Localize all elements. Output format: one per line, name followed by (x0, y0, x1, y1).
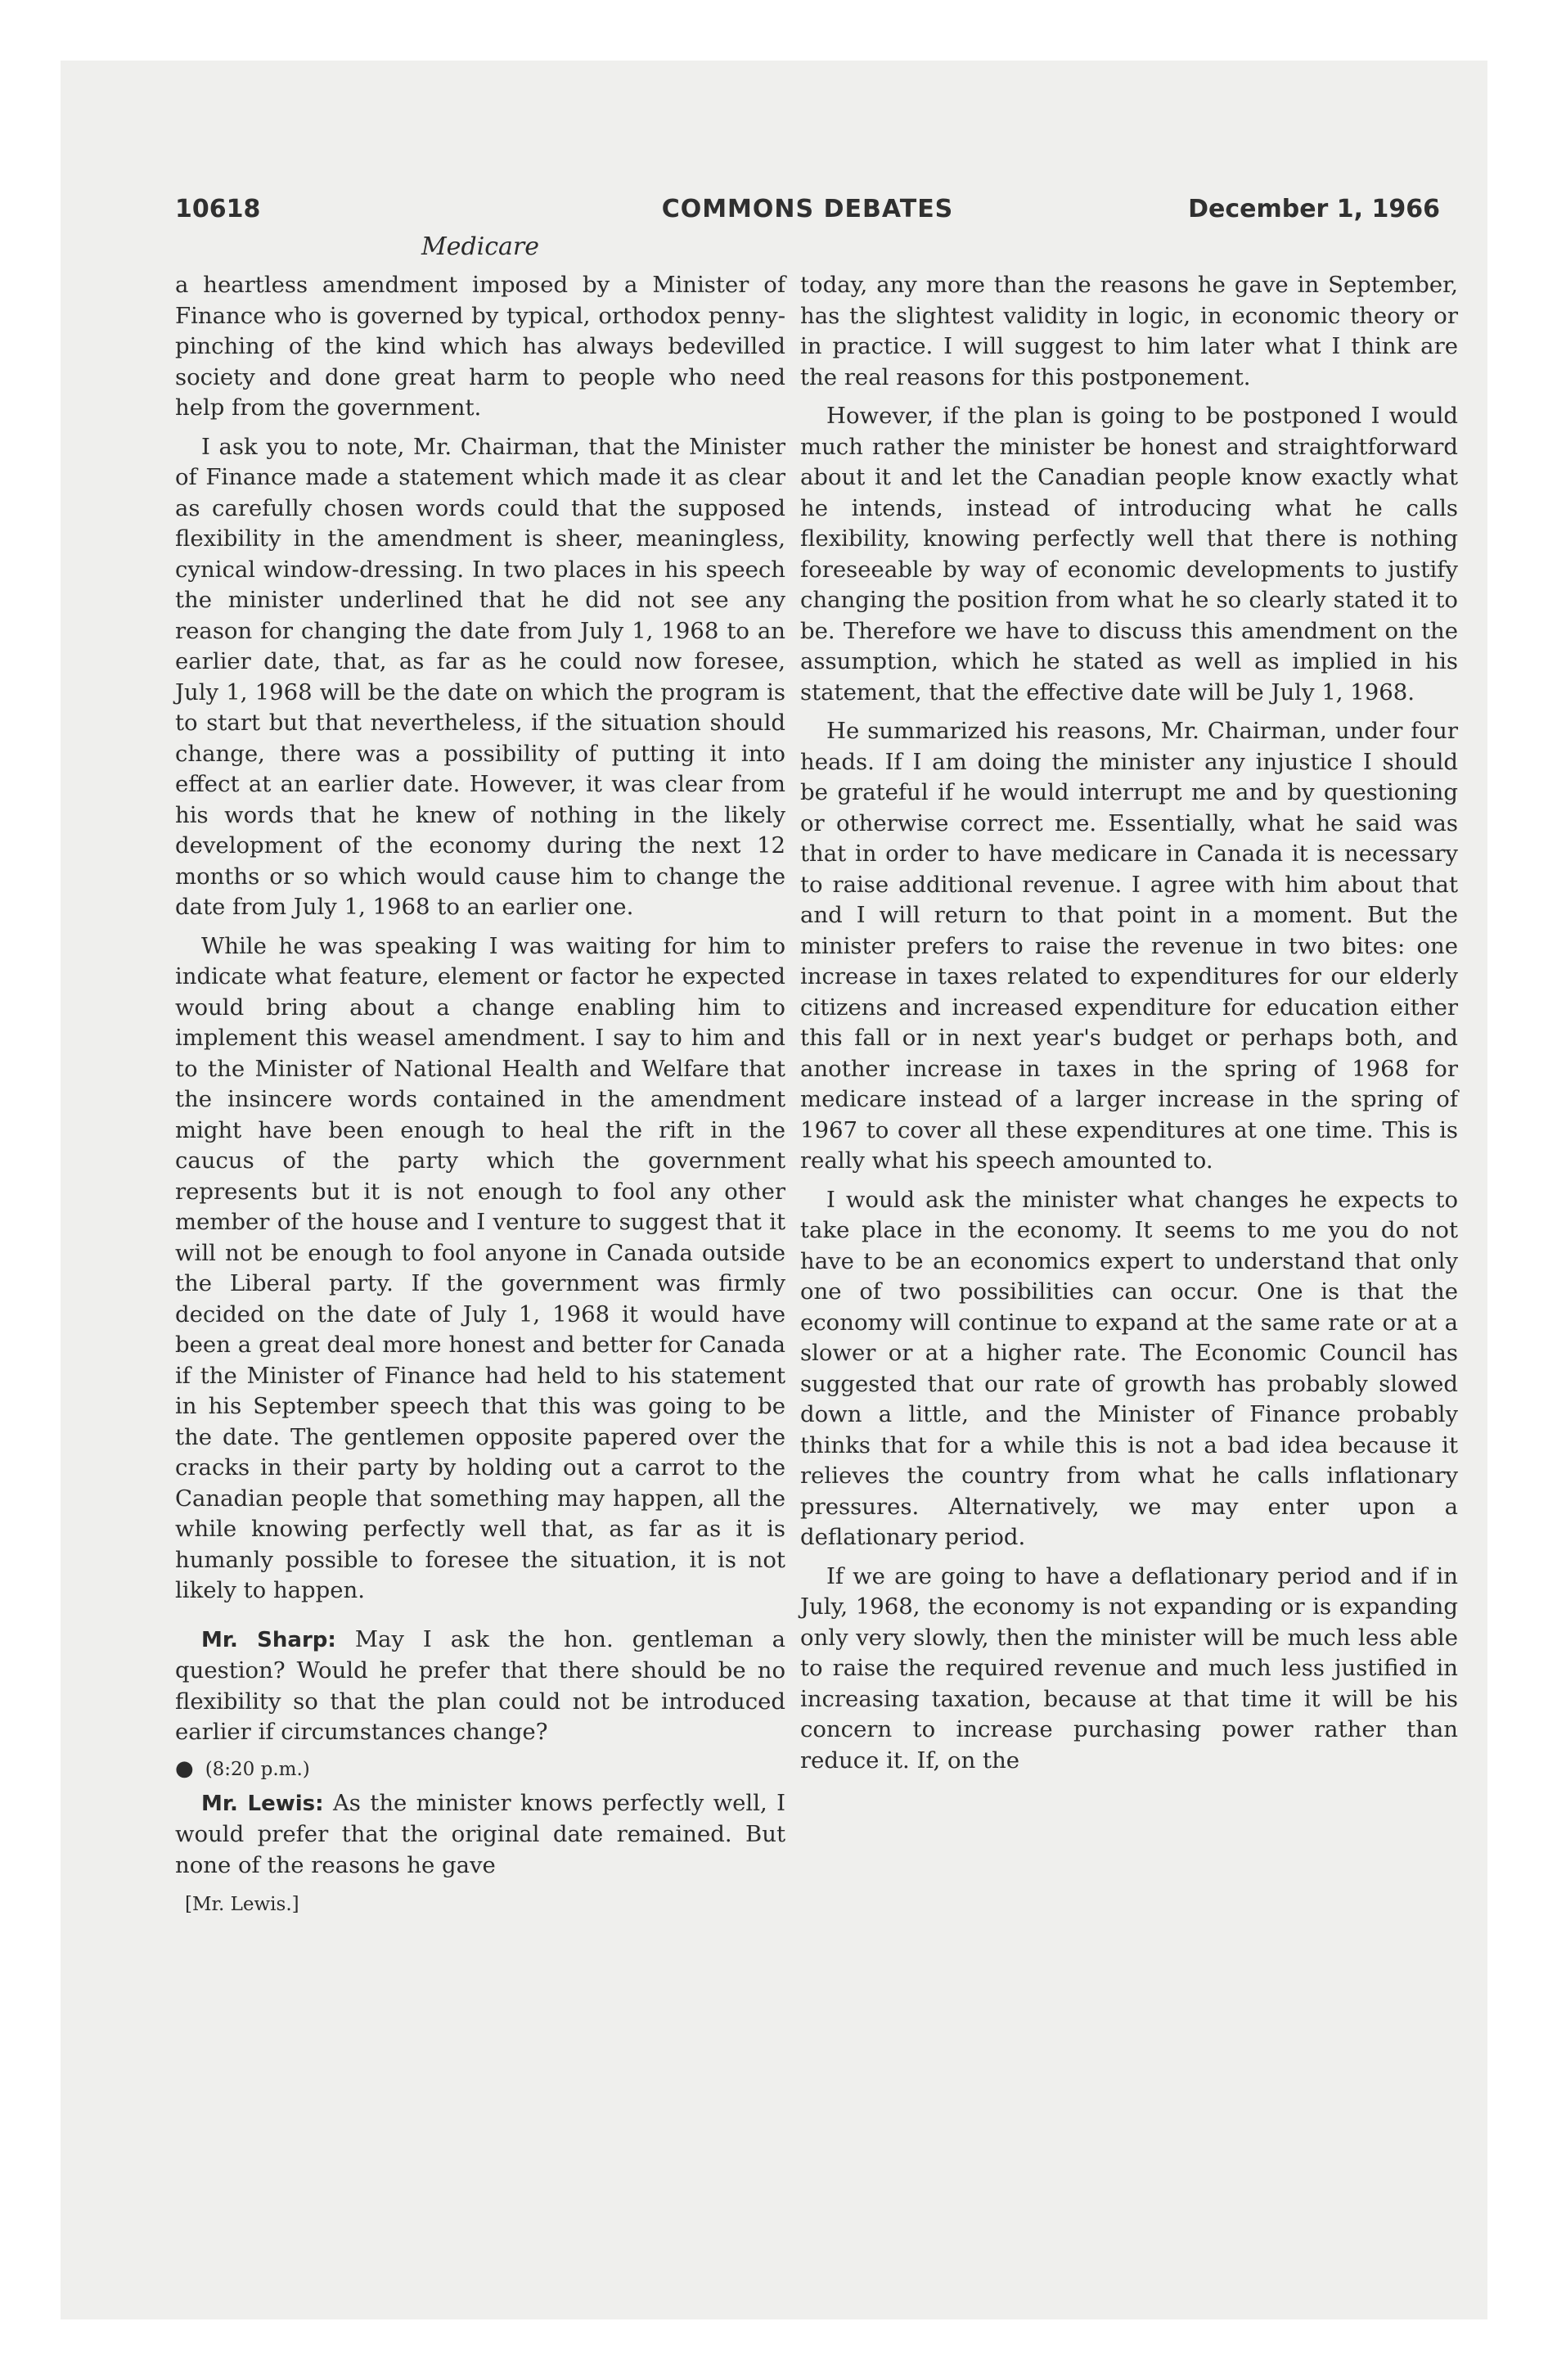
paragraph: I would ask the minister what changes he expects to take place in the economy. It seems to me you do not have to be an economics expert to understand that only one of two possibilities can occur. One is that the economy will continue to expand at the same rate or at a slower or at a higher rate. The Economic Council has suggested that our rate of growth has probably slowed down a little, and the Minister of Finance probably thinks that for a while this is not a bad idea because it relieves the country from what he calls inflationary pressures. Alternatively, we may enter upon a deflationary period. (800, 1186, 1458, 1550)
speaker-paragraph (175, 1625, 785, 1748)
publication-title: COMMONS DEBATES (661, 195, 954, 223)
time-marker: ● (8:20 p.m.) (175, 1756, 310, 1781)
paragraph: However, if the plan is going to be postponed I would much rather the minister be honest and straightforward about it and let the Canadian people know exactly what he intends, instead of introducing what he calls flexibility, knowing perfectly well that there is nothing foreseeable by way of economic developments to justify changing the position from what he so clearly stated it to be. Therefore we have to discuss this amendment on the assumption, which he stated as well as implied in his statement, that the effective date will be July 1, 1968. (800, 403, 1458, 705)
paragraph: While he was speaking I was waiting for him to indicate what feature, element or factor he expected would bring about a change enabling him to implement this weasel amendment. I say to him and to the Minister of National Health and Welfare that the insincere words contained in the amendment might have been enough to heal the rift in the caucus of the party which the government represents but it is not enough to fool any other member of the house and I venture to suggest that it will not be enough to fool anyone in Canada outside the Liberal party. If the government was firmly decided on the date of July 1, 1968 it would have been a great deal more honest and better for Canada if the Minister of Finance had held to his statement in his September speech that this was going to be the date. The gentlemen opposite papered over the cracks in their party by holding out a carrot to the Canadian people that something may happen, all the while knowing perfectly well that, as far as it is humanly possible to foresee the situation, it is not likely to happen. (175, 932, 785, 1603)
speaker-name: Mr. Lewis: (201, 1791, 324, 1816)
speech-text: May I ask the hon. gentleman a question? Would he prefer that there should be no flexibility so that the plan could not be introduced earlier if circumstances change? (175, 1625, 786, 1745)
speaker-name: Mr. Sharp: (201, 1627, 336, 1652)
bullet-icon: ● (175, 1756, 194, 1781)
left-column (175, 270, 785, 1915)
speaker-paragraph (175, 1788, 785, 1882)
paragraph: He summarized his reasons, Mr. Chairman, under four heads. If I am doing the minister any injustice I should be grateful if he would interrupt me and by questioning or otherwise correct me. Essentially, what he said was that in order to have medicare in Canada it is necessary to raise additional revenue. I agree with him about that and I will return to that point in a moment. But the minister prefers to raise the revenue in two bites: one increase in taxes related to expenditures for our elderly citizens and increased expenditure for education either this fall or in next year's budget or perhaps both, and another increase in taxes in the spring of 1968 for medicare instead of a larger increase in the spring of 1967 to cover all these expenditures at one time. This is really what his speech amounted to. (800, 718, 1458, 1174)
right-column (800, 270, 1458, 1784)
section-subject: Medicare (421, 232, 540, 261)
page-number: 10618 (175, 195, 261, 223)
paragraph: a heartless amendment imposed by a Minister of Finance who is governed by typical, orthodox penny-pinching of the kind which has always bedevilled society and done great harm to people who need help from the government. (175, 272, 785, 421)
page-header (175, 195, 1440, 236)
publication-date: December 1, 1966 (1188, 195, 1440, 223)
paragraph: I ask you to note, Mr. Chairman, that the Minister of Finance made a statement which made it as clear as carefully chosen words could that the supposed flexibility in the amendment is sheer, meaningless, cynical window-dressing. In two places in his speech the minister underlined that he did not see any reason for changing the date from July 1, 1968 to an earlier date, that, as far as he could now foresee, July 1, 1968 will be the date on which the program is to start but that nevertheless, if the situation should change, there was a possibility of putting it into effect at an earlier date. However, it was clear from his words that he knew of nothing in the likely development of the economy during the next 12 months or so which would cause him to change the date from July 1, 1968 to an earlier one. (175, 433, 785, 920)
paragraph: today, any more than the reasons he gave in September, has the slightest validity in logic, in economic theory or in practice. I will suggest to him later what I think are the real reasons for this postponement. (800, 272, 1458, 390)
speaker-attribution: [Mr. Lewis.] (185, 1894, 299, 1915)
speech-text: As the minister knows perfectly well, I would prefer that the original date remained. But none of the reasons he gave (175, 1789, 785, 1878)
paragraph: If we are going to have a deflationary period and if in July, 1968, the economy is not expanding or is expanding only very slowly, then the minister will be much less able to raise the required revenue and much less justified in increasing taxation, because at that time it will be his concern to increase purchasing power rather than reduce it. If, on the (800, 1562, 1458, 1774)
